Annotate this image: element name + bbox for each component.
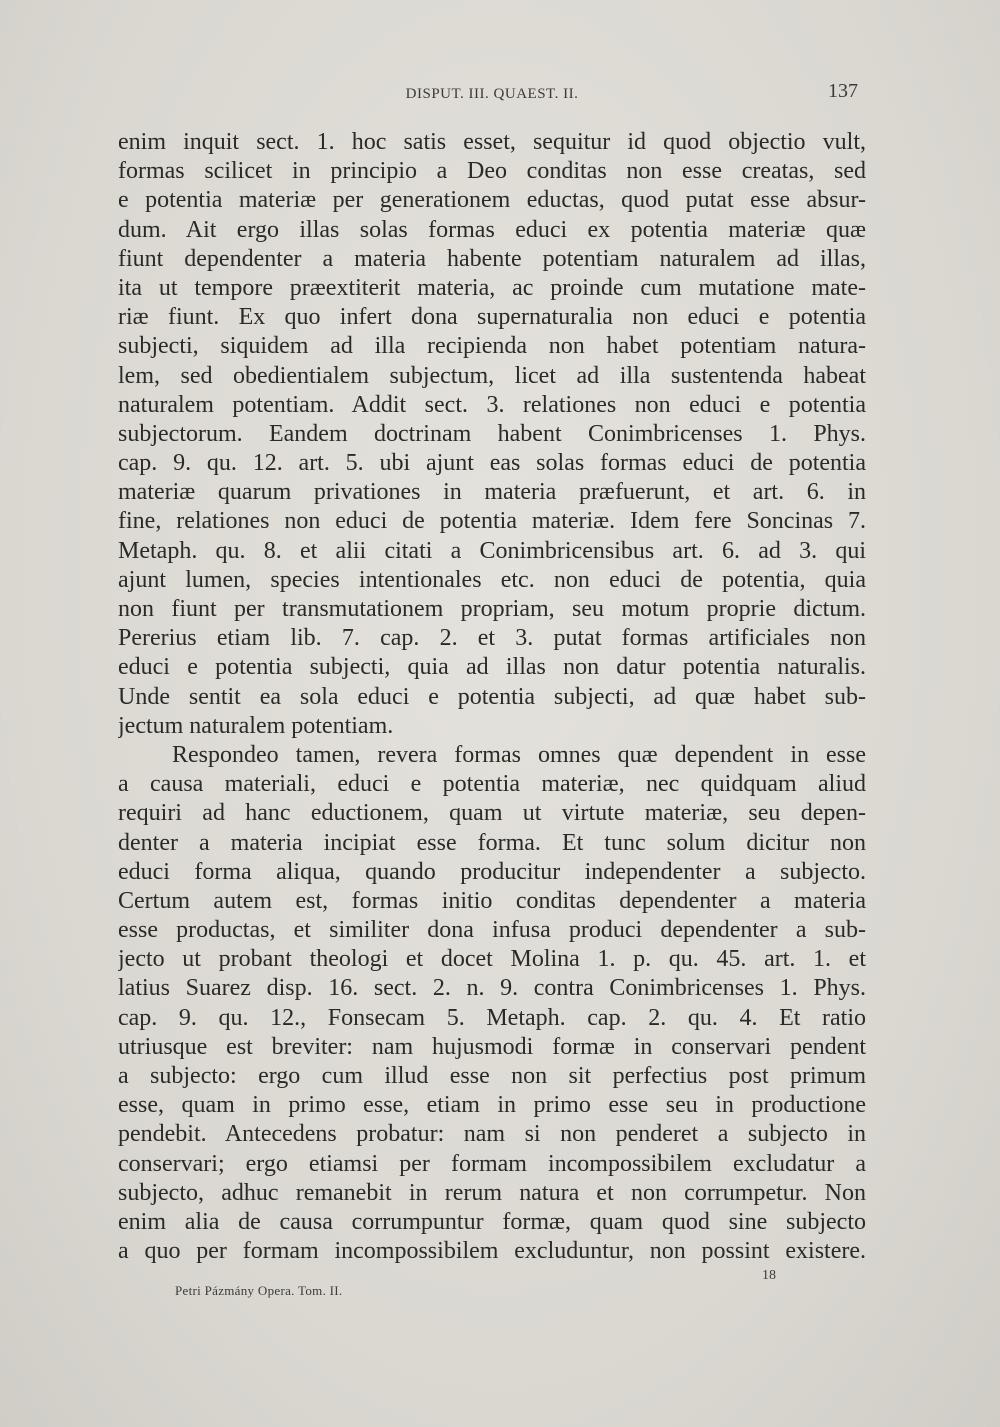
text-line: ita ut tempore præextiterit materia, ac proinde cum mutatione mate- xyxy=(118,274,866,301)
page-number: 137 xyxy=(828,80,858,102)
text-line: subjectorum. Eandem doctrinam habent Conimbricenses 1. Phys. xyxy=(118,420,866,447)
text-line: Unde sentit ea sola educi e potentia subjecti, ad quæ habet sub- xyxy=(118,683,866,710)
text-line: requiri ad hanc eductionem, quam ut virtute materiæ, seu depen- xyxy=(118,800,866,827)
text-line: educi e potentia subjecti, quia ad illas non datur potentia naturalis. xyxy=(118,654,866,681)
text-line: e potentia materiæ per generationem eductas, quod putat esse absur- xyxy=(118,187,866,214)
text-line: jecto ut probant theologi et docet Molina 1. p. qu. 45. art. 1. et xyxy=(118,946,866,973)
text-line: non fiunt per transmutationem propriam, seu motum proprie dictum. xyxy=(118,596,866,622)
footer-imprint: Petri Pázmány Opera. Tom. II. xyxy=(175,1283,343,1298)
running-title: DISPUT. III. QUAEST. II. xyxy=(405,86,579,102)
text-line: Metaph. qu. 8. et alii citati a Conimbricensibus art. 6. ad 3. qui xyxy=(118,537,866,564)
text-line: enim alia de causa corrumpuntur formæ, quam quod sine subjecto xyxy=(118,1208,866,1235)
text-line: fiunt dependenter a materia habente potentiam naturalem ad illas, xyxy=(118,245,866,272)
text-line: fine, relationes non educi de potentia materiæ. Idem fere Soncinas 7. xyxy=(118,508,866,535)
signature-mark: 18 xyxy=(762,1268,776,1283)
text-line: riæ fiunt. Ex quo infert dona supernaturalia non educi e potentia xyxy=(118,304,866,331)
text-line: subjecto, adhuc remanebit in rerum natura et non corrumpetur. Non xyxy=(118,1179,866,1206)
text-line: latius Suarez disp. 16. sect. 2. n. 9. contra Conimbricenses 1. Phys. xyxy=(118,975,866,1002)
text-line: materiæ quarum privationes in materia præfuerunt, et art. 6. in xyxy=(118,479,866,506)
text-line: lem, sed obedientialem subjectum, licet ad illa sustentenda habeat xyxy=(118,362,866,389)
text-line-paragraph-end: jectum naturalem potentiam. xyxy=(118,712,394,739)
text-line: a quo per formam incompossibilem excluduntur, non possint existere. xyxy=(118,1238,866,1265)
text-line: a causa materiali, educi e potentia materiæ, nec quidquam aliud xyxy=(118,771,866,798)
text-line: conservari; ergo etiamsi per formam incompossibilem excludatur a xyxy=(118,1150,866,1177)
text-line: naturalem potentiam. Addit sect. 3. relationes non educi e potentia xyxy=(118,391,866,418)
text-line: enim inquit sect. 1. hoc satis esset, sequitur id quod objectio vult, xyxy=(118,129,866,155)
text-line: utriusque est breviter: nam hujusmodi formæ in conservari pendent xyxy=(118,1033,866,1060)
text-line: dum. Ait ergo illas solas formas educi ex potentia materiæ quæ xyxy=(118,216,866,243)
text-line-paragraph-start: Respondeo tamen, revera formas omnes quæ dependent in esse xyxy=(172,741,866,768)
text-line: cap. 9. qu. 12. art. 5. ubi ajunt eas solas formas educi de potentia xyxy=(118,450,866,477)
text-line: formas scilicet in principio a Deo conditas non esse creatas, sed xyxy=(118,158,866,185)
text-line: pendebit. Antecedens probatur: nam si non penderet a subjecto in xyxy=(118,1121,866,1148)
text-line: Certum autem est, formas initio conditas dependenter a materia xyxy=(118,887,866,914)
text-line: cap. 9. qu. 12., Fonsecam 5. Metaph. cap. 2. qu. 4. Et ratio xyxy=(118,1004,866,1031)
body-text xyxy=(118,128,866,1266)
text-line: esse productas, et similiter dona infusa produci dependenter a sub- xyxy=(118,917,866,944)
text-line: Pererius etiam lib. 7. cap. 2. et 3. putat formas artificiales non xyxy=(118,625,866,652)
text-line: educi forma aliqua, quando producitur independenter a subjecto. xyxy=(118,858,866,885)
running-head xyxy=(118,78,866,108)
text-line: ajunt lumen, species intentionales etc. non educi de potentia, quia xyxy=(118,566,866,593)
text-line: denter a materia incipiat esse forma. Et tunc solum dicitur non xyxy=(118,829,866,856)
text-line: subjecti, siquidem ad illa recipienda non habet potentiam natura- xyxy=(118,333,866,360)
text-line: a subjecto: ergo cum illud esse non sit perfectius post primum xyxy=(118,1063,866,1089)
text-line: esse, quam in primo esse, etiam in primo esse seu in productione xyxy=(118,1092,866,1119)
